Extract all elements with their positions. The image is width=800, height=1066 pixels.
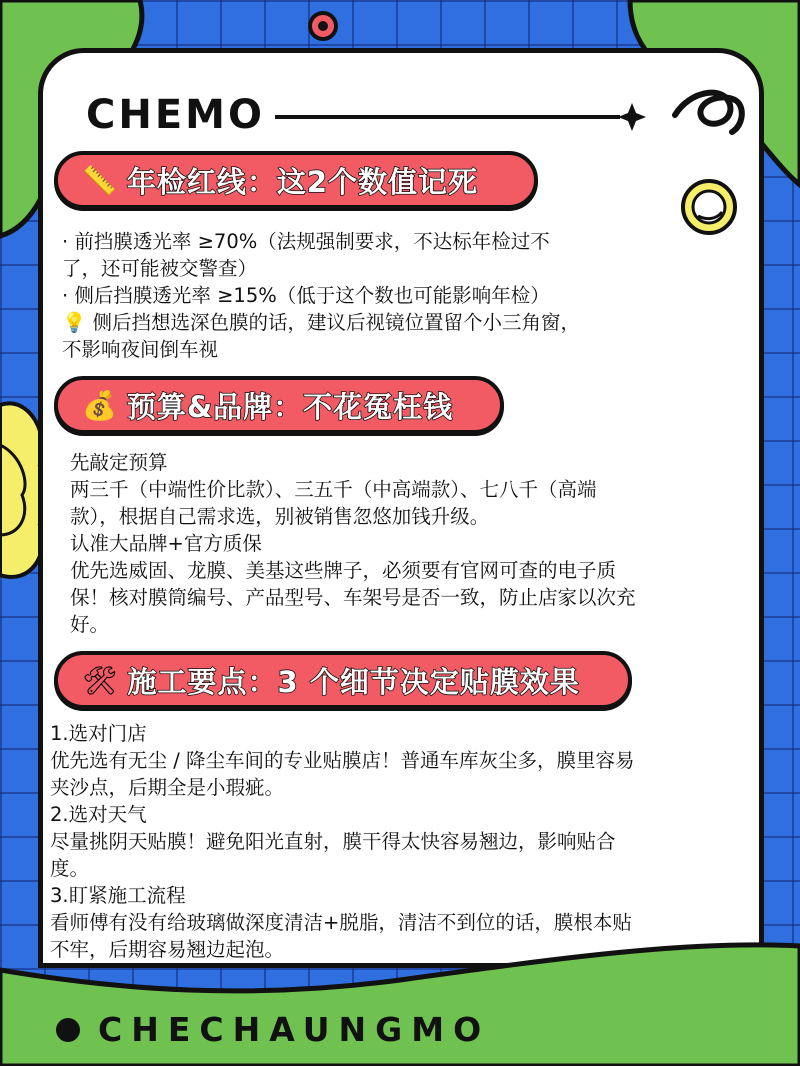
footer-dot-icon — [56, 1018, 80, 1042]
swirl-deco — [670, 80, 750, 140]
text-line: 优先选有无尘 / 降尘车间的专业贴膜店！普通车库灰尘多，膜里容易 — [50, 749, 635, 772]
text-line: 款），根据自己需求选，别被销售忽悠加钱升级。 — [70, 505, 490, 528]
text-line: · 侧后挡膜透光率 ≥15%（低于这个数也可能影响年检） — [62, 284, 550, 307]
footer-text: CHECHAUNGMO — [98, 1010, 491, 1049]
section-title: 年检红线：这2个数值记死 — [126, 164, 479, 199]
pin-icon — [307, 10, 339, 42]
brand-title: CHEMO — [86, 92, 265, 138]
text-line: 两三千（中端性价比款）、三五千（中高端款）、七八千（高端 — [70, 478, 597, 501]
text-line: 好。 — [70, 613, 110, 636]
text-line: 认准大品牌+官方质保 — [70, 532, 262, 555]
text-line: 先敲定预算 — [70, 451, 168, 474]
text-line: 尽量挑阴天贴膜！避免阳光直射，膜干得太快容易翘边，影响贴合 — [50, 830, 616, 853]
section-body-inspection — [62, 228, 762, 363]
section-header-installation — [54, 651, 632, 709]
text-line: 不影响夜间倒车视 — [62, 338, 219, 361]
section-header-budget-brand — [54, 376, 504, 434]
text-line: 💡 侧后挡想选深色膜的话，建议后视镜位置留个小三角窗， — [62, 311, 580, 334]
tools-icon: 🛠 — [82, 663, 118, 697]
text-line: 度。 — [50, 857, 90, 880]
text-line: 夹沙点，后期全是小瑕疵。 — [50, 776, 285, 799]
text-line: 2.选对天气 — [50, 803, 147, 826]
text-line: 1.选对门店 — [50, 722, 147, 745]
text-line: 了，还可能被交警查） — [62, 257, 258, 280]
text-line: 看师傅有没有给玻璃做深度清洁+脱脂，清洁不到位的话，膜根本贴 — [50, 911, 632, 934]
money-bag-icon: 💰 — [82, 388, 117, 422]
text-line: · 前挡膜透光率 ≥70%（法规强制要求，不达标年检过不 — [62, 230, 550, 253]
section-body-budget — [70, 449, 760, 638]
ruler-icon: 📏 — [82, 163, 117, 197]
footer — [56, 1010, 490, 1049]
text-line: 不牢，后期容易翘边起泡。 — [50, 938, 285, 961]
section-title: 施工要点：3 个细节决定贴膜效果 — [127, 664, 580, 699]
section-body-installation — [50, 720, 764, 963]
text-line: 优先选威固、龙膜、美基这些牌子，必须要有官网可查的电子质 — [70, 559, 617, 582]
section-title: 预算&品牌：不花冤枉钱 — [126, 389, 454, 424]
sparkle-line-deco — [275, 100, 655, 134]
text-line: 3.盯紧施工流程 — [50, 884, 186, 907]
text-line: 保！核对膜筒编号、产品型号、车架号是否一致，防止店家以次充 — [70, 586, 636, 609]
section-header-annual-inspection — [54, 151, 538, 209]
